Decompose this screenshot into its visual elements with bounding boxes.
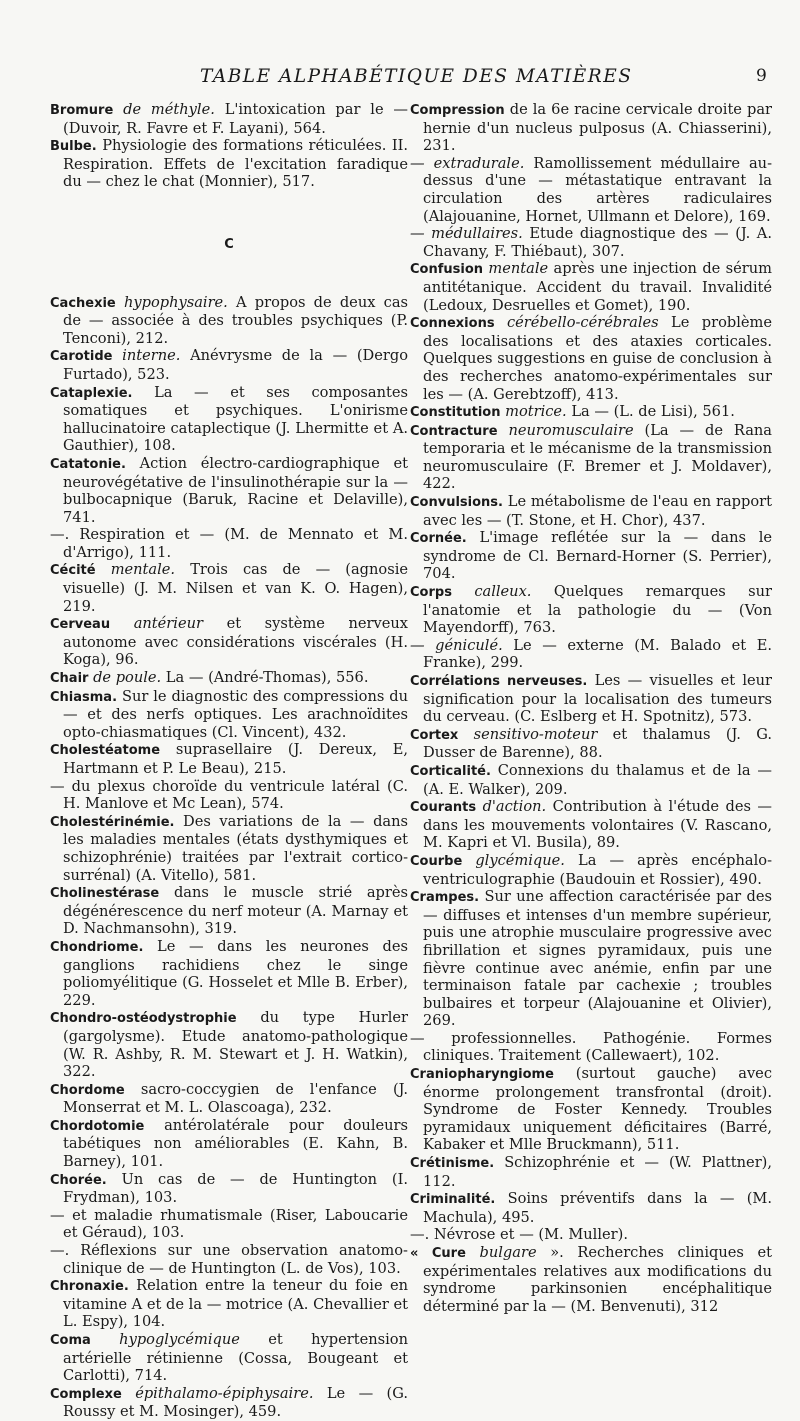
entry-keyword: Chair [50, 671, 89, 687]
entry-subheading: sensitivo-moteur [473, 725, 598, 743]
entry-text: Trois cas de — (agnosie visuelle) (J. M. Nilsen et van K. O. Hagen), 219. [63, 561, 408, 615]
entry-text: Le — externe (M. Balado et E. Franke), 299. [423, 636, 773, 672]
entry-text: Schizophrénie et — (W. Plattner), 112. [423, 1154, 772, 1190]
entry-text: du type Hurler (gargolysme). Etude anatomo-pathologique (W. R. Ashby, R. M. Stewart et J. H. Watkin), 322. [63, 1009, 408, 1081]
entry-text: Relation entre la teneur du foie en vitamine A et de la — motrice (A. Chevallier et L. Espy), 104. [63, 1277, 409, 1331]
index-entry [50, 1207, 408, 1242]
entry-text: antérolatérale pour douleurs tabétiques non améliorables (E. Kahn, B. Barney), 101. [63, 1116, 408, 1171]
entry-text: Sur le diagnostic des compressions du — et des nerfs optiques. Les arachnoïdites opto-chiasmatiques (Cl. Vincent), 432. [63, 687, 408, 741]
entry-text: A propos de deux cas de — associée à des troubles psychiques (P. Tenconi), 212. [63, 293, 409, 347]
index-entry [410, 225, 772, 260]
entry-text: et thalamus (J. G. Dusser de Barenne), 88. [423, 725, 772, 762]
entry-subheading: — géniculé. [410, 636, 503, 654]
entry-keyword: Cataplexie. [50, 385, 133, 401]
entry-keyword: Craniopharyngiome [410, 1067, 554, 1083]
index-entry [410, 260, 772, 314]
entry-subheading: de méthyle. [123, 101, 215, 118]
entry-keyword: Chordome [50, 1082, 125, 1098]
index-entry [410, 101, 772, 155]
entry-keyword: Corticalité. [410, 763, 491, 779]
entry-subheading: — médullaires. [410, 225, 523, 243]
entry-keyword: Courants [410, 800, 477, 816]
index-entry [50, 1009, 408, 1080]
index-entry [410, 1030, 772, 1065]
entry-keyword: Crétinisme. [410, 1156, 495, 1172]
entry-text: — et maladie rhumatismale (Riser, Laboucarie et Géraud), 103. [50, 1206, 408, 1242]
index-entry [410, 888, 772, 1030]
index-entry [410, 798, 772, 852]
entry-keyword: Carotide [50, 349, 113, 365]
index-entry [50, 1242, 408, 1277]
index-entry [50, 1117, 408, 1171]
entry-subheading: motrice. [505, 403, 567, 421]
entry-keyword: Chiasma. [50, 689, 118, 705]
entry-keyword: Constitution [410, 405, 501, 421]
entry-text: Le — (G. Roussy et M. Mosinger), 459. [63, 1384, 409, 1421]
entry-text: de la 6e racine cervicale droite par hernie d'un nucleus pulposus (A. Chiasserini), 231. [423, 101, 773, 155]
entry-text: Connexions du thalamus et de la — (A. E. Walker), 209. [423, 761, 772, 798]
entry-subheading: antérieur [133, 615, 203, 633]
index-entry [50, 1081, 408, 1117]
index-entry [50, 294, 408, 348]
index-entry [50, 778, 408, 813]
entry-text: —. Respiration et — (M. de Mennato et M. d'Arrigo), 111. [50, 526, 408, 561]
index-entry [50, 688, 408, 742]
index-entry [410, 852, 772, 888]
entry-text: Le problème des localisations et des ataxies corticales. Quelques suggestions en guise de conclusion à des recherches anatomo-expérimentales sur les — (A. Gerebtzoff), 413. [423, 314, 772, 403]
page-number: 9 [756, 66, 767, 86]
entry-subheading: épithalamo-épiphysaire. [135, 1384, 314, 1402]
entry-text: Le — dans les neurones des ganglions rachidiens chez le singe poliomyélitique (G. Hosselet et Mlle B. Erber), 229. [63, 937, 409, 1009]
entry-keyword: Catatonie. [50, 456, 126, 472]
entry-keyword: Contracture [410, 423, 498, 439]
index-entry [410, 422, 772, 493]
entry-keyword: Cortex [410, 727, 459, 743]
entry-keyword: Cerveau [50, 617, 111, 633]
entry-keyword: Connexions [410, 316, 495, 332]
entry-keyword: Compression [410, 103, 505, 118]
index-entry [50, 1277, 408, 1331]
left-column [50, 101, 408, 1421]
entry-keyword: Cholestéatome [50, 743, 161, 759]
entry-keyword: Chronaxie. [50, 1279, 129, 1295]
index-entry [410, 493, 772, 529]
entry-keyword: Convulsions. [410, 495, 503, 511]
entry-text: Etude diagnostique des — (J. A. Chavany, F. Thiébaut), 307. [423, 225, 772, 260]
entry-subheading: cérébello-cérébrales [506, 314, 659, 332]
entry-keyword: Cholinestérase [50, 886, 160, 902]
index-entry [50, 1385, 408, 1421]
entry-keyword: Chorée. [50, 1172, 107, 1188]
entry-text: Anévrysme de la — (Dergo Furtado), 523. [63, 347, 409, 383]
index-entry [410, 314, 772, 403]
entry-text: L'intoxication par le — (Duvoir, R. Favre et F. Layani), 564. [63, 101, 409, 137]
index-entry [50, 669, 408, 688]
entry-subheading: mentale [488, 260, 549, 278]
entry-text: La — et ses composantes somatiques et psychiques. L'onirisme hallucinatoire cataplectique (J. Lhermitte et A. Gauthier), 108. [63, 383, 409, 455]
entry-text: — du plexus choroïde du ventricule latéral (C. H. Manlove et Mc Lean), 574. [50, 777, 408, 813]
entry-text: suprasellaire (J. Dereux, E, Hartmann et P. Le Beau), 215. [63, 741, 409, 777]
index-entry [50, 384, 408, 455]
entry-keyword: Corps [410, 585, 452, 601]
entry-text: Sur une affection caractérisée par des — diffuses et intenses d'un membre supérieur, puis une atrophie musculaire progressive avec fibrillation et signes pyramidaux, puis une fièvre continue avec anémie, enfin par une terminaison fatale par cachexie ; troubles bulbaires et torpeur (Alajouanine et Olivier), 269. [423, 888, 773, 1030]
entry-subheading: bulgare [479, 1244, 537, 1261]
entry-keyword: Bulbe. [50, 139, 97, 155]
index-entry [50, 741, 408, 777]
index-entry [410, 155, 772, 225]
entry-subheading: hypophysaire. [123, 293, 228, 311]
entry-text: Les — visuelles et leur signification pour la localisation des tumeurs du cerveau. (C. Eslberg et H. Spotnitz), 573. [423, 672, 773, 726]
entry-text: La — (André-Thomas), 556. [161, 669, 369, 687]
entry-text: La — (L. de Lisi), 561. [566, 403, 735, 421]
entry-keyword: Crampes. [410, 890, 480, 906]
entry-text: (surtout gauche) avec énorme prolongement transfrontal (droit). Syndrome de Foster Kennedy. Troubles pyramidaux uniquement déficitaires (Barré, Kabaker et Mlle Bruckmann), 511. [423, 1065, 772, 1154]
index-entry [50, 884, 408, 938]
entry-text: Ramollissement médullaire au-dessus d'une — métastatique entravant la circulation des artères radiculaires (Alajouanine, Hornet, Ullmann et Delore), 169. [423, 154, 772, 225]
entry-subheading: interne. [122, 347, 181, 365]
index-entry [410, 1190, 772, 1226]
index-entry [410, 1154, 772, 1190]
entry-text: et système nerveux autonome avec considérations viscérales (H. Koga), 96. [63, 615, 409, 669]
index-entry [410, 762, 772, 798]
entry-text: L'image reflétée sur la — dans le syndrome de Cl. Bernard-Horner (S. Perrier), 704. [423, 529, 773, 583]
entry-subheading: d'action. [482, 798, 547, 816]
running-header [0, 66, 800, 96]
entry-keyword: Chondro-ostéodystrophie [50, 1011, 237, 1027]
index-entry [50, 347, 408, 383]
entry-keyword: Chondriome. [50, 939, 144, 955]
entry-text: Des variations de la — dans les maladies mentales (états dysthymiques et schizophrénie) traitées par l'extrait cortico-surrénal) (A. Vitello), 581. [63, 812, 409, 884]
index-entry [410, 726, 772, 762]
entry-text: après une injection de sérum antitétanique. Accident du travail. Invalidité (Ledoux, Desruelles et Gomet), 190. [423, 260, 772, 314]
entry-text: Quelques remarques sur l'anatomie et la pathologie du — (Von Mayendorff), 763. [423, 583, 773, 637]
entry-keyword: Courbe [410, 853, 463, 869]
index-entry [50, 615, 408, 669]
index-entry [50, 101, 408, 137]
entry-text: (La — de Rana temporaria et le mécanisme de la transmission neuromusculaire (F. Bremer et J. Moldaver), 422. [423, 421, 772, 493]
entry-keyword: Confusion [410, 262, 484, 278]
entry-text: — professionnelles. Pathogénie. Formes cliniques. Traitement (Callewaert), 102. [410, 1029, 772, 1065]
entry-text: dans le muscle strié après dégénérescence du nerf moteur (A. Marnay et D. Nachmansohn), 319. [63, 884, 408, 938]
entry-keyword: Cachexie [50, 295, 116, 311]
entry-text: Un cas de — de Huntington (I. Frydman), 103. [63, 1170, 408, 1207]
entry-keyword: Coma [50, 1333, 91, 1348]
entry-keyword: Criminalité. [410, 1192, 496, 1208]
index-entry [50, 938, 408, 1009]
entry-subheading: hypoglycémique [119, 1331, 240, 1348]
index-entry [410, 583, 772, 637]
index-entry [410, 1065, 772, 1154]
entry-text: —. Névrose et — (M. Muller). [410, 1226, 628, 1244]
entry-subheading: de poule. [93, 669, 162, 687]
entry-text: et hypertension artérielle rétinienne (Cossa, Bougeant et Carlotti), 714. [63, 1331, 408, 1385]
entry-text: Physiologie des formations réticulées. II. Respiration. Effets de l'excitation faradique du — chez le chat (Monnier), 517. [63, 137, 408, 191]
entry-text: Contribution à l'étude des — dans les mouvements volontaires (V. Rascano, M. Kapri et Vl. Busila), 89. [423, 798, 773, 852]
entry-text: ». Recherches cliniques et expérimentales relatives aux modifications du syndrome parkinsonien encéphalitique déterminé par la — (M. Benvenuti), 312 [423, 1244, 773, 1315]
entry-text: sacro-coccygien de l'enfance (J. Monserrat et M. L. Olascoaga), 232. [63, 1080, 409, 1117]
entry-keyword: Corrélations nerveuses. [410, 674, 588, 689]
entry-text: Le métabolisme de l'eau en rapport avec les — (T. Stone, et H. Chor), 437. [423, 493, 772, 529]
index-entry [410, 529, 772, 583]
entry-subheading: mentale. [110, 561, 176, 579]
entry-keyword: « Cure [410, 1246, 466, 1261]
index-entry [50, 526, 408, 561]
entry-keyword: Chordotomie [50, 1118, 145, 1134]
index-entry [50, 455, 408, 526]
index-entry [410, 403, 772, 422]
index-entry [410, 1244, 772, 1315]
index-entry [50, 1171, 408, 1207]
index-entry [50, 813, 408, 884]
right-column [410, 101, 772, 1315]
entry-subheading: calleux. [474, 583, 532, 601]
entry-keyword: Complexe [50, 1386, 122, 1402]
entry-text: La — après encéphalo-ventriculographie (Baudouin et Rossier), 490. [423, 851, 773, 888]
entry-text: —. Réflexions sur une observation anatomo-clinique de — de Huntington (L. de Vos), 103. [50, 1242, 408, 1277]
page-title: TABLE ALPHABÉTIQUE DES MATIÈRES [200, 66, 633, 87]
entry-text: Action électro-cardiographique et neurovégétative de l'insulinothérapie sur la — bulbocapnique (Baruk, Racine et Delaville), 741. [63, 454, 408, 526]
index-entry [410, 672, 772, 726]
entry-keyword: Cholestérinémie. [50, 814, 175, 830]
index-entry [50, 1331, 408, 1385]
entry-subheading: neuromusculaire [508, 421, 634, 439]
entry-subheading: glycémique. [475, 851, 565, 869]
index-entry [50, 561, 408, 615]
index-entry [410, 637, 772, 672]
entry-keyword: Cécité [50, 563, 96, 579]
entry-subheading: — extradurale. [410, 154, 525, 172]
entry-text: Soins préventifs dans la — (M. Machula), 495. [423, 1190, 772, 1226]
section-letter: C [224, 236, 234, 252]
index-entry [410, 1226, 772, 1244]
entry-keyword: Bromure [50, 103, 114, 118]
index-entry [50, 137, 408, 191]
entry-keyword: Cornée. [410, 531, 467, 547]
